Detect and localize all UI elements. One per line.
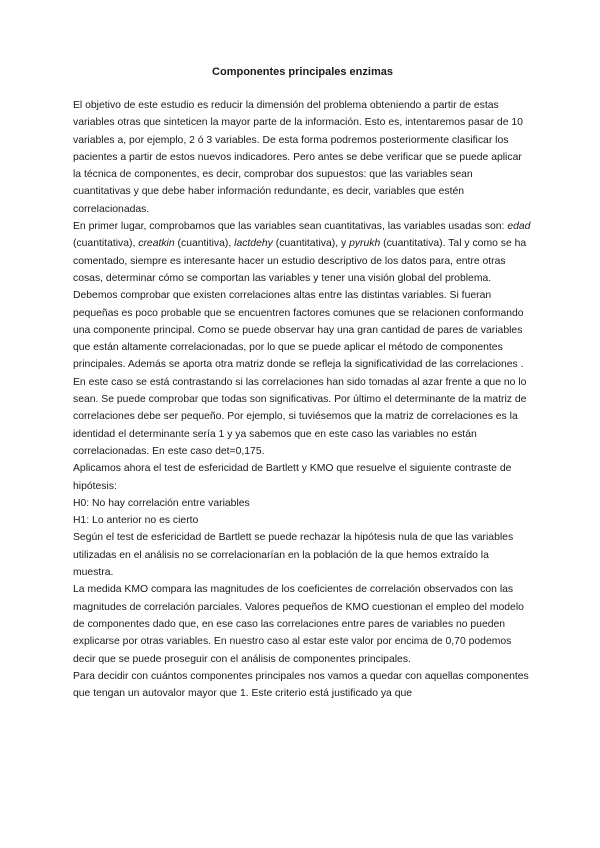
- hypothesis-h1: H1: Lo anterior no es cierto: [73, 515, 199, 527]
- hypothesis-h0: H0: No hay correlación entre variables: [73, 497, 250, 509]
- paragraph-objective: El objetivo de este estudio es reducir la dimensión del problema obteniendo a partir de estas variables otras que sinteticen la mayor parte de la información. Esto es, intentaremos pasar de 10 variables a, por ejemplo, 2 ó 3 variables. De esta forma podremos posteriormente clasificar los pacientes a partir de estos nuevos indicadores. Pero antes se debe verificar que se puede aplicar la técnica de componentes, es decir, comprobar dos supuestos: que las variables sean cuantitativas y que debe haber información redundante, es decir, variables que estén correlacionadas.: [73, 100, 523, 215]
- paragraph-bartlett-intro: Aplicamos ahora el test de esfericidad de Bartlett y KMO que resuelve el siguiente contraste de hipótesis:: [73, 463, 512, 492]
- variable-creatkin-type: (cuantitiva),: [174, 238, 235, 250]
- paragraph-bartlett-result: Según el test de esfericidad de Bartlett se puede rechazar la hipótesis nula de que las variables utilizadas en el análisis no se correlacionarían en la población de la que hemos extraído la muestra.: [73, 532, 514, 579]
- variable-creatkin: creatkin: [138, 238, 175, 250]
- variables-discussion: Tal y como se ha comentado, siempre es interesante hacer un estudio descriptivo de los datos para, entre otras cosas, determinar cómo se comportan las variables y tener una visión global del problema. Debemos comprobar que existen correlaciones altas entre las distintas variables. Si fueran pequeñas es poco probable que se encuentren factores comunes que se relacionen conformando una componente principal. Como se puede observar hay una gran cantidad de pares de variables que están altamente correlacionadas, por lo que se puede aplicar el método de componentes principales. Además se aporta otra matriz donde se refleja la significatividad de las correlaciones . En este caso se está contrastando si las correlaciones han sido tomadas al azar frente a que no lo sean. Se puede comprobar que todas son significativas. Por último el determinante de la matriz de correlaciones debe ser pequeño. Por ejemplo, si tuviésemos que la matriz de correlaciones es la identidad el determinante sería 1 y ya sabemos que en este caso las variables no están correlacionadas. En este caso det=0,175.: [73, 238, 527, 457]
- variable-edad-type: (cuantitativa),: [73, 238, 139, 250]
- paragraph-components-criterion: Para decidir con cuántos componentes principales nos vamos a quedar con aquellas componentes que tengan un autovalor mayor que 1. Este criterio está justificado ya que: [73, 670, 529, 700]
- paragraph-kmo: La medida KMO compara las magnitudes de los coeficientes de correlación observados con las magnitudes de correlación parciales. Valores pequeños de KMO cuestionan el empleo del modelo de componentes dado que, en ese caso las correlaciones entre pares de variables no pueden explicarse por otras variables. En nuestro caso al estar este valor por encima de 0,70 podemos decir que se puede proseguir con el análisis de componentes principales.: [73, 584, 524, 665]
- variable-pyrukh: pyrukh: [349, 238, 381, 250]
- variable-edad: edad: [507, 221, 531, 233]
- variable-pyrukh-type: (cuantitativa).: [380, 238, 446, 250]
- paragraph-variables: [73, 218, 532, 460]
- variable-lactdehy: lactdehy: [234, 238, 273, 250]
- variable-lactdehy-type: (cuantitativa), y: [272, 238, 350, 250]
- document-title: Componentes principales enzimas: [212, 66, 393, 78]
- variables-intro: En primer lugar, comprobamos que las variables sean cuantitativas, las variables usadas son:: [73, 221, 508, 233]
